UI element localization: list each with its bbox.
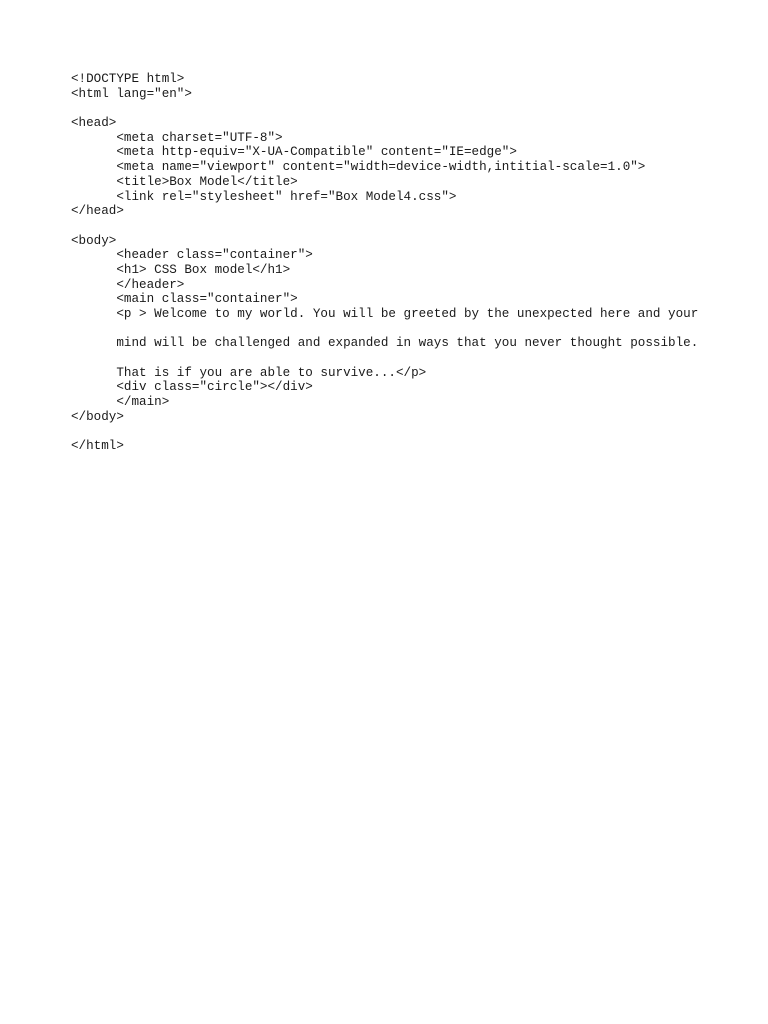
- code-line: <html lang="en">: [71, 86, 192, 101]
- code-line: [71, 425, 768, 440]
- code-line: <div class="circle"></div>: [71, 380, 313, 395]
- code-line: <!DOCTYPE html>: [71, 72, 185, 86]
- code-line: <title>Box Model</title>: [71, 174, 298, 189]
- code-line: [71, 351, 768, 366]
- code-line: <body>: [71, 233, 117, 248]
- code-line: mind will be challenged and expanded in ways that you never thought possible.: [71, 336, 699, 351]
- code-line: That is if you are able to survive...</p>: [71, 365, 427, 380]
- code-line: <h1> CSS Box model</h1>: [71, 262, 291, 277]
- code-line: [71, 219, 768, 234]
- code-line: <head>: [71, 116, 117, 131]
- code-block: [71, 72, 768, 454]
- code-line: </main>: [71, 395, 170, 410]
- code-line: </header>: [71, 277, 185, 292]
- code-line: <main class="container">: [71, 292, 298, 307]
- code-line: <p > Welcome to my world. You will be greeted by the unexpected here and your: [71, 307, 699, 321]
- code-line: </html>: [71, 439, 124, 454]
- code-line: </body>: [71, 409, 124, 424]
- code-line: [71, 101, 768, 116]
- code-line: <meta http-equiv="X-UA-Compatible" content="IE=edge">: [71, 145, 517, 160]
- code-line: <header class="container">: [71, 248, 313, 263]
- code-line: <link rel="stylesheet" href="Box Model4.css">: [71, 189, 457, 204]
- code-line: [71, 322, 768, 337]
- code-line: <meta name="viewport" content="width=device-width,intitial-scale=1.0">: [71, 160, 646, 175]
- code-line: <meta charset="UTF-8">: [71, 130, 283, 145]
- code-line: </head>: [71, 204, 124, 219]
